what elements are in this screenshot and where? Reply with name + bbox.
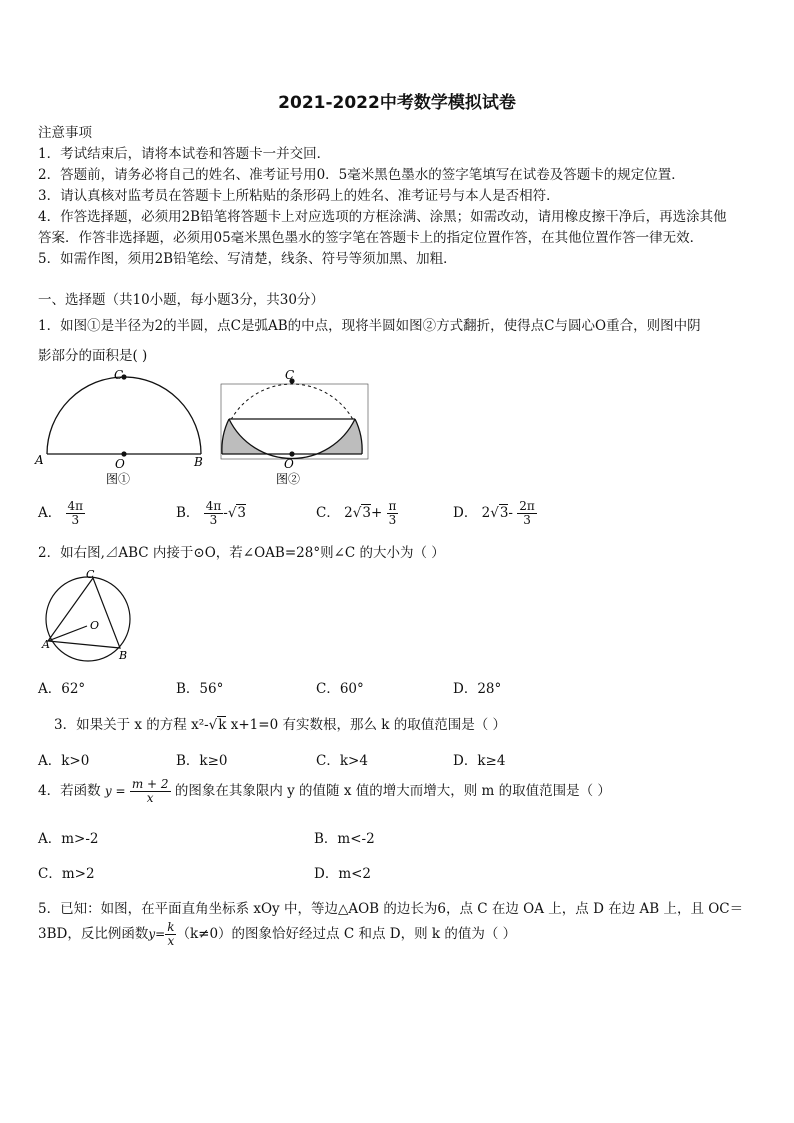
q4-option-a[interactable]: A．m>-2 (38, 831, 99, 847)
q3-stem: 3．如果关于 x 的方程 x²-√k x+1=0 有实数根，那么 k 的取值范围是（ ） (54, 717, 507, 733)
q4-option-d[interactable]: D．m<2 (314, 866, 372, 882)
point-o (289, 451, 294, 456)
q1-option-d[interactable]: D． 2√3- $\frac{2\pi}{3}$ (453, 499, 535, 527)
circle-o (46, 577, 130, 661)
label-c: C (285, 368, 295, 382)
q1-figure-1 (30, 366, 210, 490)
q2-figure (38, 566, 138, 666)
q4-option-c[interactable]: C．m>2 (38, 866, 95, 882)
q1-option-b[interactable]: B． $\frac{4\pi}{3}$ -√3 (176, 499, 247, 527)
q3-option-b[interactable]: B．k≥0 (176, 753, 228, 769)
q1-option-c[interactable]: C． 2√3+ $\frac{\pi}{3}$ (316, 499, 397, 527)
notice-heading: 注意事项 (38, 125, 92, 141)
q2-option-a[interactable]: A．62° (38, 681, 86, 697)
q2-option-c[interactable]: C．60° (316, 681, 364, 697)
figure-caption: 图② (276, 472, 301, 486)
q3-option-a[interactable]: A．k>0 (38, 753, 90, 769)
label-o: O (115, 457, 125, 471)
q4-stem: 4．若函数 y = $\frac{m + 2}{x}$ 的图象在其象限内 y 的值随 x 值的增大而增大，则 m 的取值范围是（ ） (38, 777, 611, 805)
q2-option-d[interactable]: D．28° (453, 681, 502, 697)
point-o (121, 451, 126, 456)
notice-item: 1．考试结束后，请将本试卷和答题卡一并交回． (38, 146, 331, 162)
q1-option-a[interactable]: A． $\frac{4\pi}{3}$ (38, 499, 84, 527)
q1-figure-2 (215, 366, 375, 490)
notice-item: 3．请认真核对监考员在答题卡上所粘贴的条形码上的姓名、准考证号与本人是否相符． (38, 188, 560, 204)
q4-option-b[interactable]: B．m<-2 (314, 831, 375, 847)
q1-stem-line1: 1．如图①是半径为2的半圆，点C是弧AB的中点，现将半圆如图②方式翻折，使得点C与圆心O重合，则图中阴 (38, 318, 701, 334)
section-heading: 一、选择题（共10小题，每小题3分，共30分） (38, 292, 324, 308)
label-b: B (194, 455, 203, 469)
label-o: O (284, 457, 294, 471)
label-a: A (35, 453, 44, 467)
q5-stem-line1: 5．已知：如图，在平面直角坐标系 xOy 中，等边△AOB 的边长为6，点 C 在边 OA 上，点 D 在边 AB 上，且 OC＝ (38, 901, 744, 917)
notice-item: 答案．作答非选择题，必须用05毫米黑色墨水的签字笔在答题卡上的指定位置作答，在其他位置作答一律无效． (38, 230, 704, 246)
notice-item: 2．答题前，请务必将自己的姓名、准考证号用0．5毫米黑色墨水的签字笔填写在试卷及答题卡的规定位置． (38, 167, 685, 183)
label-b: B (119, 649, 128, 662)
q1-stem-line2: 影部分的面积是( ) (38, 348, 148, 364)
semicircle-arc (47, 377, 201, 454)
notice-item: 4．作答选择题，必须用2B铅笔将答题卡上对应选项的方框涂满、涂黑；如需改动，请用橡皮擦干净后，再选涂其他 (38, 209, 727, 225)
label-c: C (86, 568, 95, 581)
exam-title: 2021-2022中考数学模拟试卷 (278, 93, 516, 113)
label-a: A (42, 638, 50, 651)
q5-stem-line2: 3BD，反比例函数y= $\frac{k}{x}$ （k≠0）的图象恰好经过点 C 和点 D，则 k 的值为（ ） (38, 920, 517, 948)
q3-option-d[interactable]: D．k≥4 (453, 753, 506, 769)
label-o: O (90, 619, 100, 632)
notice-item: 5．如需作图，须用2B铅笔绘、写清楚，线条、符号等须加黑、加粗． (38, 251, 457, 267)
figure-caption: 图① (106, 472, 131, 486)
label-c: C (114, 368, 124, 382)
q2-stem: 2．如右图,⊿ABC 内接于⊙O，若∠OAB=28°则∠C 的大小为（ ） (38, 545, 445, 561)
q3-option-c[interactable]: C．k>4 (316, 753, 368, 769)
q2-option-b[interactable]: B．56° (176, 681, 224, 697)
